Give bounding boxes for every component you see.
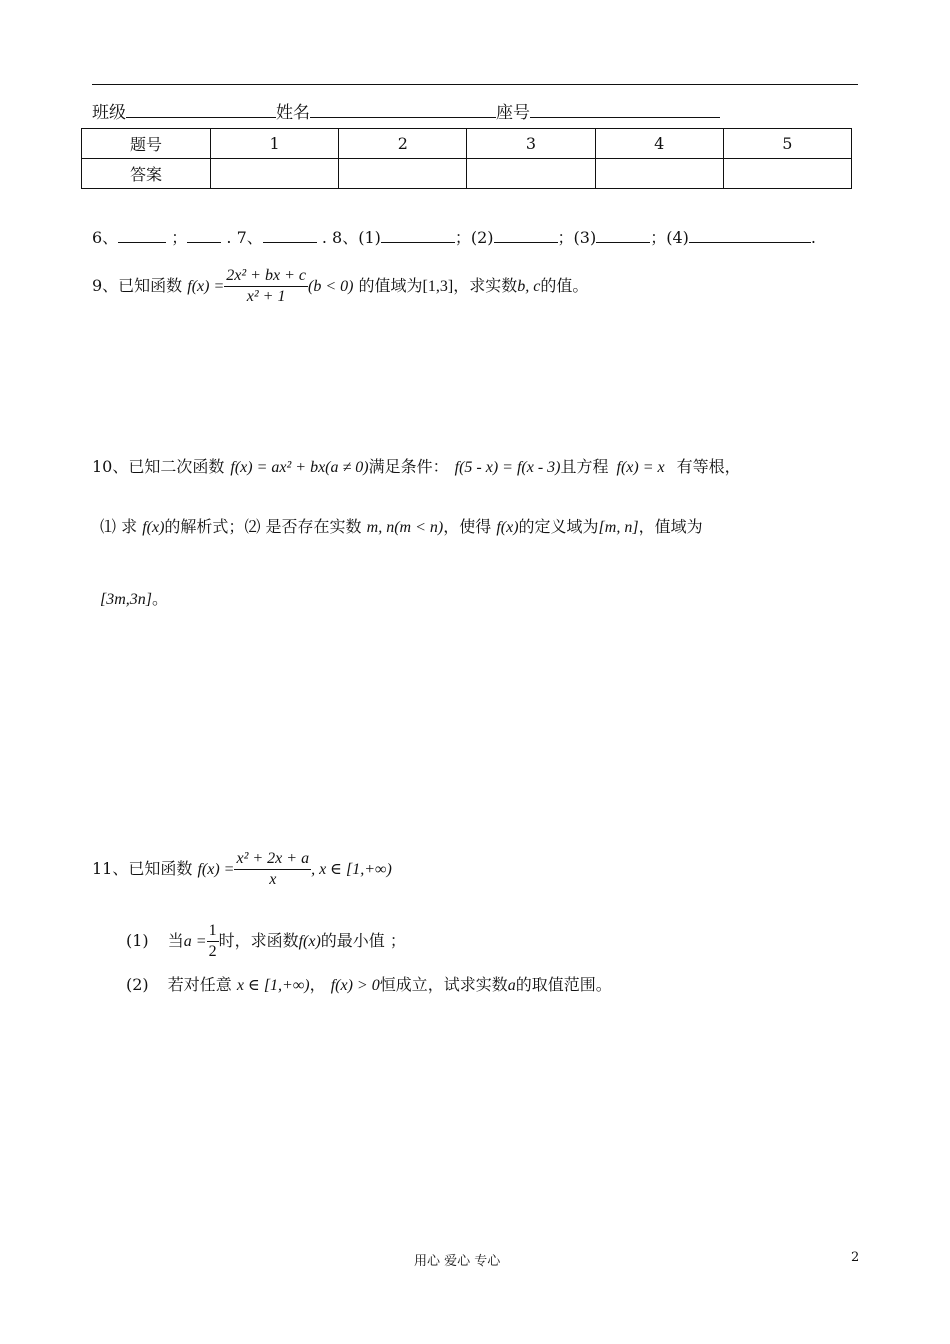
question-10-line-1	[92, 454, 741, 477]
q7-blank[interactable]	[263, 228, 317, 243]
answer-cell[interactable]	[595, 159, 723, 189]
q11-x-domain: x ∈ [1,+∞)	[236, 977, 310, 994]
answer-cell[interactable]	[723, 159, 851, 189]
q11-a-equals: a =	[183, 933, 207, 950]
top-rule	[92, 84, 858, 85]
q11-text: ，	[309, 975, 326, 994]
q10-mn: m, n(m < n)	[366, 519, 444, 536]
q11-function-lhs: f(x) =	[197, 861, 235, 878]
q11-domain: , x ∈ [1,+∞)	[311, 861, 392, 878]
q10-condition: f(5 - x) = f(x - 3)	[454, 459, 561, 476]
q11-fraction	[234, 849, 311, 890]
q10-text: 的解析式；	[164, 517, 245, 536]
q8-part2-label: ；(2)	[454, 228, 494, 247]
q9-text: ，求实数	[453, 276, 518, 295]
q9-prefix: 9、已知函数	[92, 276, 183, 295]
name-label: 姓名	[276, 103, 310, 123]
question-11-part-1	[126, 918, 406, 965]
seat-blank[interactable]	[530, 100, 720, 118]
answer-cell[interactable]	[211, 159, 339, 189]
q11-text: 恒成立，试求实数	[379, 975, 508, 994]
q6-label: 6、	[92, 228, 119, 247]
q10-part2-number: ⑵	[244, 517, 261, 536]
q9-fraction	[224, 266, 308, 307]
q10-text: ，使得	[443, 517, 492, 536]
q8-part4-label: ；(4)	[650, 228, 689, 247]
q10-text: 是否存在实数	[265, 517, 362, 536]
q11-fx: f(x)	[298, 933, 321, 950]
q10-text: 满足条件：	[368, 457, 449, 476]
q9-range: [1,3]	[422, 278, 454, 295]
q10-equation: f(x) = x	[616, 459, 665, 476]
q11-half-denominator: 2	[208, 943, 217, 960]
q11-text: 的取值范围。	[515, 975, 612, 994]
q10-text: 的定义域为	[518, 517, 599, 536]
q10-text: ，值域为	[638, 517, 703, 536]
period: .	[810, 228, 816, 247]
q10-text: 求	[121, 517, 138, 536]
q11-inequality: f(x) > 0	[330, 977, 380, 994]
q10-range: [3m,3n]	[100, 591, 153, 608]
q11-text: 当	[167, 931, 184, 950]
q11-part1-number: (1)	[126, 931, 149, 950]
q8-part3-label: ；(3)	[557, 228, 597, 247]
q9-variables: b, c	[517, 278, 541, 295]
fill-in-line	[92, 225, 816, 248]
q10-text: 且方程	[560, 457, 609, 476]
q10-fx: f(x)	[496, 519, 519, 536]
student-info-line	[92, 98, 720, 123]
class-blank[interactable]	[126, 100, 276, 118]
row-label-answer: 答案	[82, 159, 211, 189]
q11-variable-a: a	[507, 977, 516, 994]
answer-cell[interactable]	[339, 159, 467, 189]
q9-numerator: 2x² + bx + c	[224, 266, 308, 287]
q10-fx: f(x)	[142, 519, 165, 536]
q6-blank-1[interactable]	[118, 228, 166, 243]
q11-text: 时，求函数	[218, 931, 299, 950]
footer-slogan: 用心 爱心 专心	[414, 1254, 501, 1269]
question-9	[92, 263, 588, 310]
class-label: 班级	[92, 103, 126, 123]
q9-denominator: x² + 1	[246, 288, 286, 305]
q9-suffix: 的值。	[540, 276, 589, 295]
q11-text: 的最小值 ；	[320, 931, 406, 950]
q10-part1-number: ⑴	[100, 517, 117, 536]
table-row	[82, 159, 852, 189]
q9-condition: (b < 0)	[307, 278, 354, 295]
table-row	[82, 129, 852, 159]
q11-text: 若对任意	[167, 975, 232, 994]
question-11-part-2	[126, 972, 612, 995]
question-number-cell: 3	[467, 129, 595, 159]
answer-cell[interactable]	[467, 159, 595, 189]
question-10-line-2	[100, 514, 703, 537]
q8-label: . 8、(1)	[321, 228, 381, 247]
q11-part2-number: (2)	[126, 975, 149, 994]
question-number-cell: 4	[595, 129, 723, 159]
q11-numerator: x² + 2x + a	[234, 849, 311, 870]
question-11	[92, 846, 392, 893]
q10-suffix: 有等根，	[676, 457, 741, 476]
q10-domain: [m, n]	[598, 519, 639, 536]
q8-blank-3[interactable]	[596, 228, 650, 243]
q11-denominator: x	[269, 871, 277, 888]
seat-label: 座号	[496, 103, 530, 123]
q10-prefix: 10、已知二次函数	[92, 457, 225, 476]
q11-prefix: 11、已知函数	[92, 859, 193, 878]
q11-half-fraction	[207, 921, 219, 962]
question-10-line-3	[100, 586, 168, 609]
q9-function-lhs: f(x) =	[187, 278, 225, 295]
q8-blank-2[interactable]	[494, 228, 558, 243]
q8-blank-4[interactable]	[689, 228, 811, 243]
question-number-cell: 1	[211, 129, 339, 159]
separator: ；	[171, 228, 188, 247]
answer-table	[81, 128, 852, 189]
name-blank[interactable]	[310, 100, 496, 118]
q6-blank-2[interactable]	[187, 228, 221, 243]
question-number-cell: 2	[339, 129, 467, 159]
question-number-cell: 5	[723, 129, 851, 159]
page-number: 2	[851, 1250, 860, 1265]
q10-function: f(x) = ax² + bx(a ≠ 0)	[230, 459, 369, 476]
q8-blank-1[interactable]	[381, 228, 455, 243]
q9-text: 的值域为	[358, 276, 423, 295]
q11-half-numerator: 1	[207, 921, 219, 942]
q10-text: 。	[152, 589, 169, 608]
q7-label: . 7、	[226, 228, 263, 247]
row-label-question-number: 题号	[82, 129, 211, 159]
